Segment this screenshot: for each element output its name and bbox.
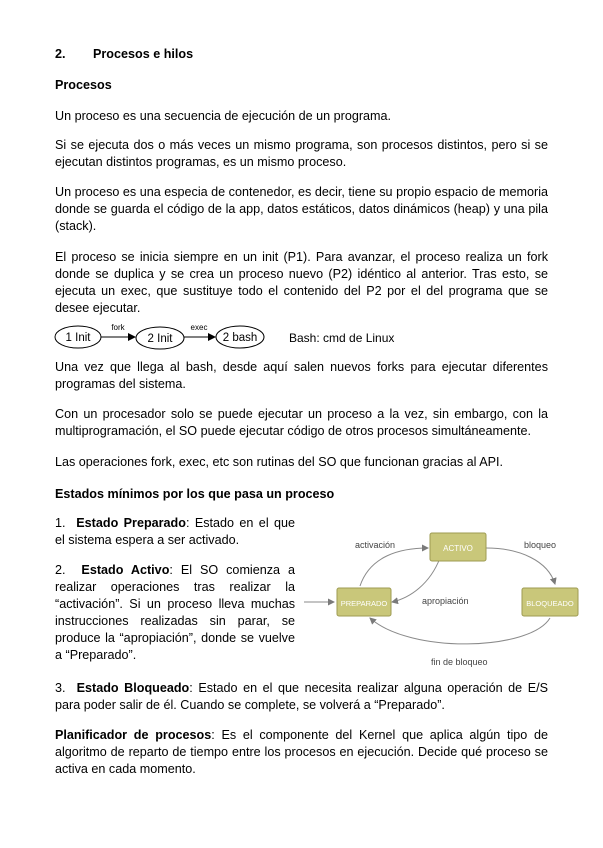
diagram-label-activacion: activación <box>355 540 396 550</box>
estado-item-1-term: Estado Preparado <box>76 516 186 530</box>
section-title: Procesos e hilos <box>93 47 194 61</box>
estado-item-2-term: Estado Activo <box>81 563 170 577</box>
planificador-term: Planificador de procesos <box>55 728 212 742</box>
state-activo-label: ACTIVO <box>443 544 473 553</box>
planificador-text: : Es el componente del Kernel que aplica algún tipo de algoritmo de reparto de tiempo entre los procesos en ejecución. Decide qué proceso se activa en cada momento. <box>55 728 548 776</box>
estado-item-1 <box>55 515 295 549</box>
procesos-heading: Procesos <box>55 78 112 92</box>
paragraph-1: Un proceso es una secuencia de ejecución de un programa. <box>55 109 392 123</box>
diagram-arrow-activacion <box>360 548 428 586</box>
paragraph-5: Una vez que llega al bash, desde aquí salen nuevos forks para ejecutar diferentes programas del sistema. <box>55 360 548 391</box>
estado-item-2 <box>55 562 295 664</box>
estado-item-3-text: : Estado en el que necesita realizar alguna operación de E/S para poder salir de él. Cuando se complete, se volverá a “Preparado”. <box>55 681 549 712</box>
estado-item-2-num: 2. <box>55 563 66 577</box>
flow-note: Bash: cmd de Linux <box>289 331 395 345</box>
estados-heading: Estados mínimos por los que pasa un proceso <box>55 487 335 501</box>
paragraph-2: Si se ejecuta dos o más veces un mismo programa, son procesos distintos, pero si se ejecutan distintos programas, es un mismo proceso. <box>55 138 548 169</box>
estado-item-1-text: : Estado en el que el sistema espera a ser activado. <box>55 516 296 547</box>
state-diagram <box>300 526 585 671</box>
process-flow-diagram <box>50 318 430 358</box>
diagram-label-bloqueo: bloqueo <box>524 540 557 550</box>
flow-node-bash-label: 2 bash <box>222 332 258 344</box>
flow-edge-fork-label: fork <box>111 323 125 332</box>
paragraph-4: El proceso se inicia siempre en un init (P1). Para avanzar, el proceso realiza un fork donde se duplica y se crea un proceso nuevo (P2) idéntico al anterior. Tras esto, se ejecuta un exec, que sustituye todo el contenido del P2 por el del programa que se desee ejecutar. <box>55 250 548 315</box>
paragraph-3: Un proceso es una especia de contenedor, es decir, tiene su propio espacio de memoria donde se guarda el código de la app, datos estáticos, datos dinámicos (heap) y una pila (stack). <box>55 185 548 233</box>
section-number: 2. <box>55 47 66 61</box>
flow-edge-exec-label: exec <box>190 323 208 332</box>
flow-node-init2-label: 2 Init <box>147 333 173 345</box>
estado-item-3-num: 3. <box>55 681 66 695</box>
diagram-label-apropiacion: apropiación <box>422 596 469 606</box>
diagram-label-fin-bloqueo: fin de bloqueo <box>431 657 488 667</box>
estado-item-3-term: Estado Bloqueado <box>76 681 190 695</box>
paragraph-6: Con un procesador solo se puede ejecutar un proceso a la vez, sin embargo, con la multiprogramación, el SO puede ejecutar código de otros procesos simultáneamente. <box>55 407 548 438</box>
estado-item-2-text: : El SO comienza a realizar operaciones tras realizar la “activación”. Si un proceso lleva muchas instrucciones realizadas sin parar, se produce la “apropiación”, donde se vuelve a “Preparado”. <box>55 563 295 662</box>
diagram-arrow-bloqueo <box>486 548 555 584</box>
planificador-paragraph <box>55 727 548 778</box>
estado-item-3 <box>55 680 548 714</box>
state-preparado-label: PREPARADO <box>340 599 388 608</box>
state-bloqueado-label: BLOQUEADO <box>526 599 574 608</box>
paragraph-7: Las operaciones fork, exec, etc son rutinas del SO que funcionan gracias al API. <box>55 455 504 469</box>
estado-item-1-num: 1. <box>55 516 66 530</box>
flow-node-init1-label: 1 Init <box>65 332 91 344</box>
diagram-arrow-fin-bloqueo <box>370 618 550 644</box>
